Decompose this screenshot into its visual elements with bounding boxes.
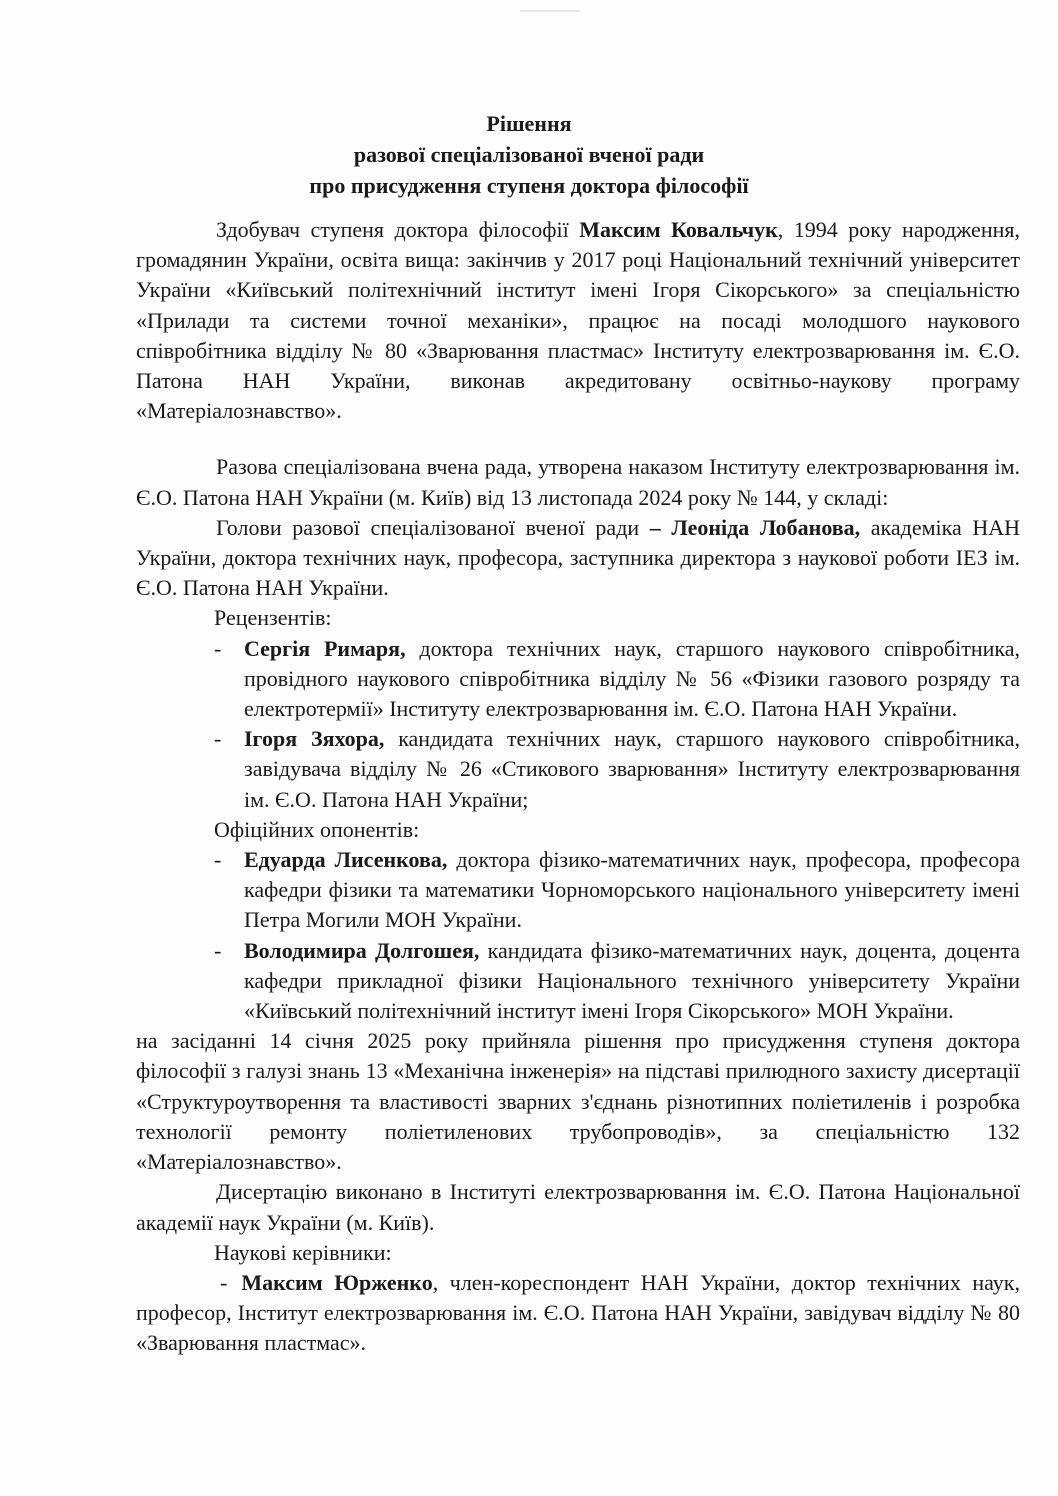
opponents-label: Офіційних опонентів: bbox=[214, 816, 420, 842]
paragraph-gap bbox=[136, 426, 1020, 452]
opponent-item: - Едуарда Лисенкова, доктора фізико-математичних наук, професора, професора кафедри фізики та математики Чорноморського національного університету імені Петра Могили МОН України. bbox=[214, 847, 1020, 933]
title-line-1: Рішення bbox=[486, 111, 572, 136]
document-title bbox=[0, 108, 1058, 201]
reviewer-name: Ігоря Зяхора, bbox=[244, 726, 385, 752]
decision-paragraph: на засіданні 14 січня 2025 року прийняла рішення про присудження ступеня доктора філософії з галузі знань 13 «Механічна інженерія» на підставі прилюдного захисту дисертації «Структуроутворення та властивості зварних з'єднань різнотипних поліетиленів і розробка технології ремонту поліетиленових трубопроводів», за спеціальністю 132 «Матеріалознавство». bbox=[136, 1028, 1020, 1175]
intro-paragraph: Здобувач ступеня доктора філософії Максим Ковальчук, 1994 року народження, громадянин України, освіта вища: закінчив у 2017 році Національний технічний університет України «Київський політехнічний інститут імені Ігоря Сікорського» за спеціальністю «Прилади та системи точної механіки», працює на посаді молодшого наукового співробітника відділу № 80 «Зварювання пластмас» Інституту електрозварювання ім. Є.О. Патона НАН України, виконав акредитовану освітньо-наукову програму «Матеріалознавство». bbox=[136, 217, 1020, 424]
reviewers-label: Рецензентів: bbox=[214, 605, 332, 631]
reviewer-name: Сергія Римаря, bbox=[244, 635, 406, 661]
reviewer-item: - Сергія Римаря, доктора технічних наук, старшого наукового співробітника, провідного наукового співробітника відділу № 56 «Фізики газового розряду та електротермії» Інституту електрозварювання ім. Є.О. Патона НАН України. bbox=[214, 635, 1021, 722]
council-paragraph: Разова спеціалізована вчена рада, утворена наказом Інституту електрозварювання ім. Є.О. Патона НАН України (м. Київ) від 13 листопада 2024 року № 144, у складі: bbox=[136, 454, 1020, 510]
chair-name: – Леоніда Лобанова, bbox=[649, 514, 861, 540]
dissertation-paragraph: Дисертацію виконано в Інституті електрозварювання ім. Є.О. Патона Національної академії наук України (м. Київ). bbox=[136, 1179, 1020, 1235]
supervisor-name: Максим Юрженко bbox=[241, 1269, 433, 1295]
scan-artifact bbox=[520, 10, 580, 12]
opponent-name: Володимира Долгошея, bbox=[244, 937, 480, 963]
supervisors-label: Наукові керівники: bbox=[214, 1239, 392, 1265]
list-dash: - bbox=[214, 635, 222, 661]
opponent-name: Едуарда Лисенкова, bbox=[244, 847, 448, 873]
document-body bbox=[136, 215, 1020, 1359]
title-line-2: разової спеціалізованої вченої ради bbox=[353, 142, 705, 167]
list-dash: - bbox=[214, 937, 222, 963]
title-line-3: про присудження ступеня доктора філософії bbox=[309, 173, 749, 198]
applicant-name: Максим Ковальчук bbox=[579, 217, 778, 242]
chair-paragraph: Голови разової спеціалізованої вченої ради – Леоніда Лобанова, академіка НАН України, доктора технічних наук, професора, заступника директора з наукової роботи ІЕЗ ім. Є.О. Патона НАН України. bbox=[136, 514, 1021, 601]
supervisor-item: - Максим Юрженко, член-кореспондент НАН України, доктор технічних наук, професор, Інститут електрозварювання ім. Є.О. Патона НАН України, завідувач відділу № 80 «Зварювання пластмас». bbox=[136, 1269, 1020, 1356]
reviewer-item: - Ігоря Зяхора, кандидата технічних наук, старшого наукового співробітника, завідувача відділу № 26 «Стикового зварювання» Інституту електрозварювання ім. Є.О. Патона НАН України; bbox=[214, 726, 1020, 812]
list-dash: - bbox=[214, 847, 222, 873]
list-dash: - bbox=[214, 726, 222, 752]
opponent-item: - Володимира Долгошея, кандидата фізико-математичних наук, доцента, доцента кафедри прикладної фізики Національного технічного університету України «Київський політехнічний інститут імені Ігоря Сікорського» МОН України. bbox=[214, 937, 1020, 1024]
list-dash: - bbox=[220, 1269, 228, 1295]
